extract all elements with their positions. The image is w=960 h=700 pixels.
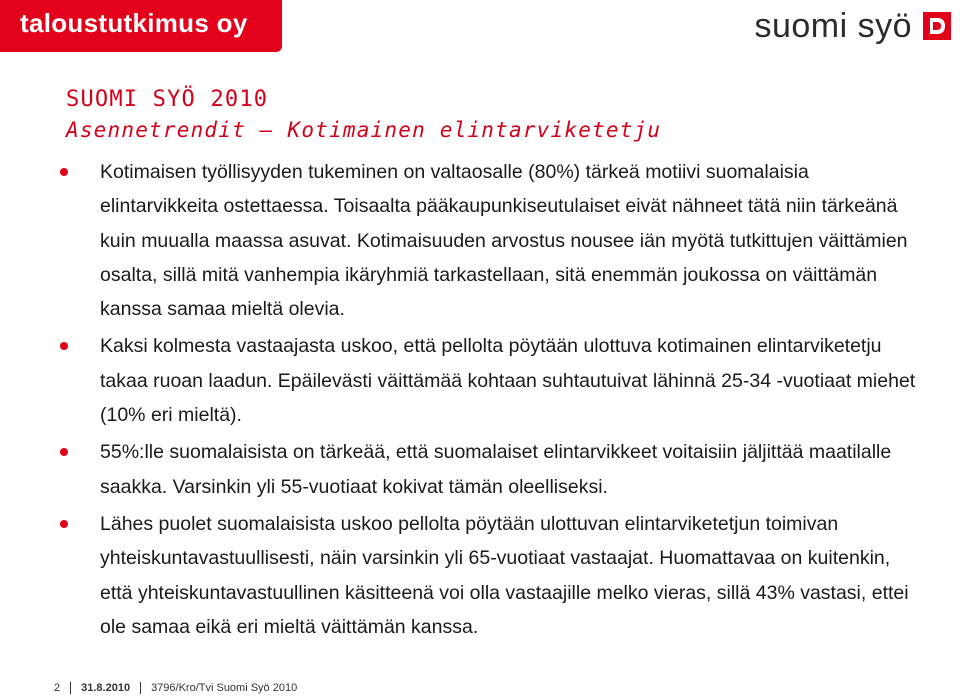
brand-banner: [0, 0, 282, 52]
slide-title: [66, 84, 661, 146]
bullet-text: Kotimaisen työllisyyden tukeminen on valtaosalle (80%) tärkeä motiivi suomalaisia elintarvikkeita ostettaessa. Toisaalta pääkaupunkiseutulaiset eivät nähneet tätä niin tärkeänä kuin muualla maassa asuvat. Kotimaisuuden arvostus nousee iän myötä tutkittujen väittämien osalta, sillä mitä vanhempia ikäryhmiä tarkastellaan, sitä enemmän joukossa on väittämän kanssa samaa mieltä olevia.: [100, 161, 908, 321]
slide-footer: [54, 682, 297, 694]
brand-name: taloustutkimus oy: [20, 8, 248, 38]
footer-date: 31.8.2010: [81, 682, 131, 694]
bullet-item: [56, 329, 926, 432]
bullet-text: Lähes puolet suomalaisista uskoo pellolta pöytään ulottuvan elintarviketetjun toimivan yhteiskuntavastuullisesti, näin varsinkin yli 65-vuotiaat vastaajat. Huomattavaa on kuitenkin, että yhteiskuntavastuullinen käsitteenä voi olla vastaajille melko vieras, sillä 43% vastasi, ettei ole samaa eikä eri mieltä väittämän kanssa.: [100, 512, 909, 638]
bullet-dot-icon: [60, 168, 68, 176]
suomi-syo-logo: [754, 4, 952, 48]
bullet-list: [56, 155, 926, 644]
bullet-dot-icon: [60, 448, 68, 456]
logo-mark-icon: [922, 11, 952, 41]
page-number: 2: [54, 682, 61, 694]
title-line-1: SUOMI SYÖ 2010: [66, 87, 269, 112]
bullet-text: Kaksi kolmesta vastaajasta uskoo, että pellolta pöytään ulottuva kotimainen elintarviketetju takaa ruoan laadun. Epäilevästi väittämää kohtaan suhtautuivat lähinnä 25-34 -vuotiaat miehet (10% eri mieltä).: [100, 335, 916, 427]
bullet-dot-icon: [60, 342, 68, 350]
logo-text: suomi syö: [754, 6, 912, 45]
footer-reference: 3796/Kro/Tvi Suomi Syö 2010: [151, 682, 298, 694]
footer-divider: [140, 682, 141, 694]
bullet-item: [56, 507, 926, 644]
bullet-item: [56, 435, 926, 504]
bullet-item: [56, 155, 926, 326]
bullet-dot-icon: [60, 520, 68, 528]
bullet-text: 55%:lle suomalaisista on tärkeää, että suomalaiset elintarvikkeet voitaisiin jäljittää maatilalle saakka. Varsinkin yli 55-vuotiaat kokivat tämän oleelliseksi.: [100, 441, 892, 498]
footer-divider: [70, 682, 71, 694]
title-line-2: Asennetrendit – Kotimainen elintarviketetju: [66, 118, 662, 142]
